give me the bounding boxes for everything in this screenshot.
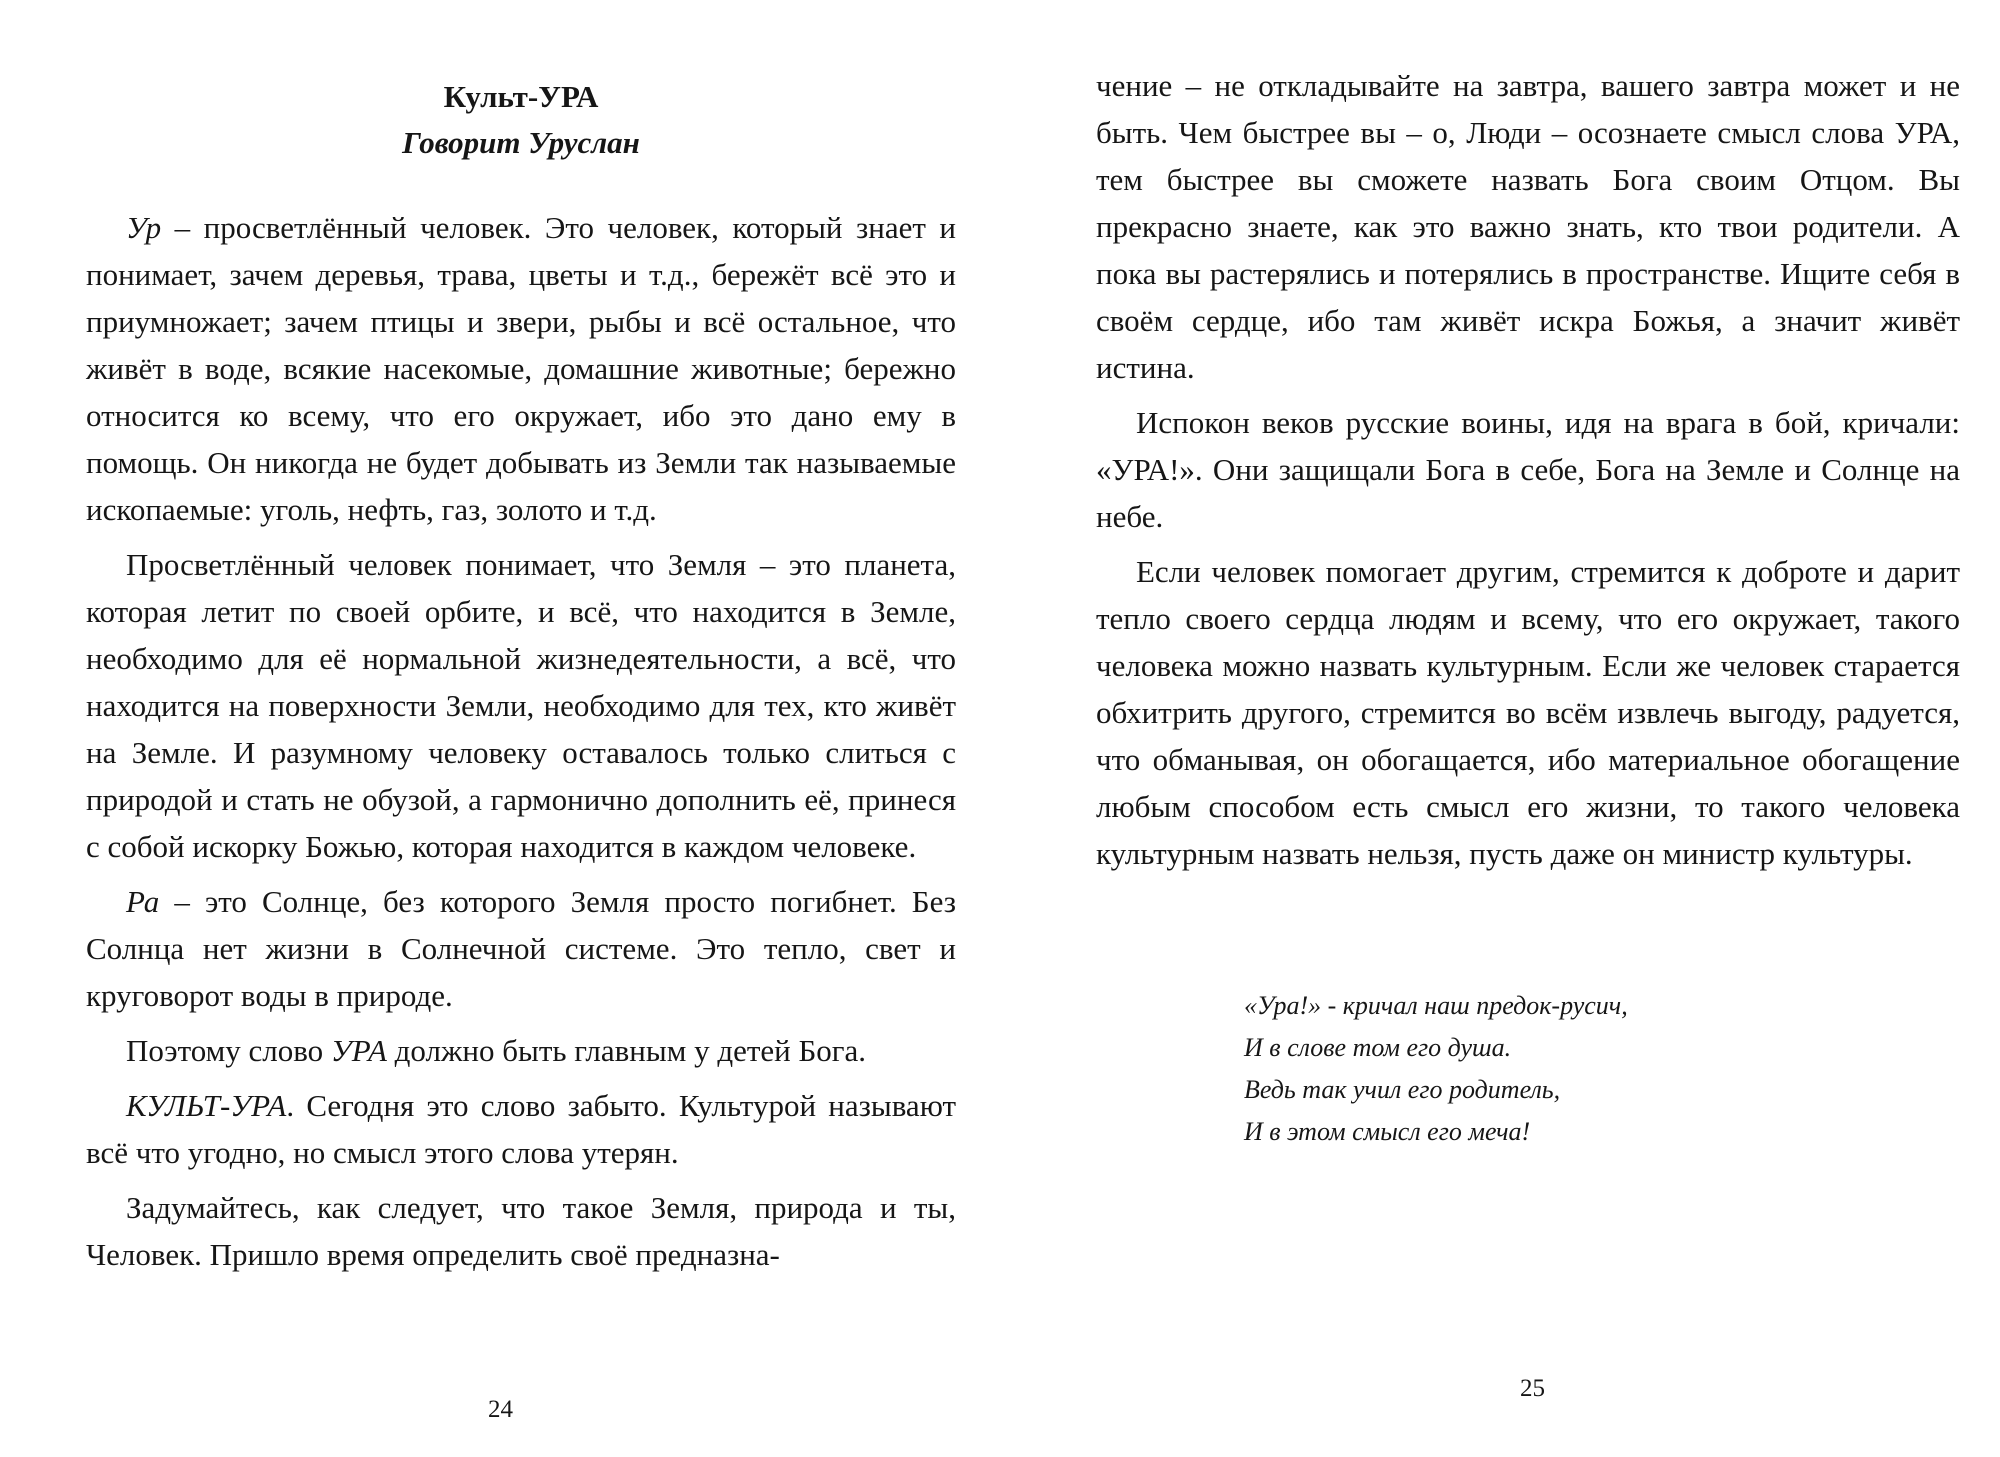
left-page bbox=[86, 0, 956, 1423]
poem-line: «Ура!» - кричал наш предок-русич, bbox=[1244, 991, 1628, 1020]
italic-term: Ур bbox=[126, 210, 162, 245]
left-body-text bbox=[86, 204, 956, 1278]
poem-line: И в слове том его душа. bbox=[1244, 1033, 1512, 1062]
paragraph bbox=[86, 1082, 956, 1176]
paragraph-text: Поэтому слово bbox=[126, 1033, 331, 1068]
poem bbox=[1244, 985, 1960, 1153]
paragraph-text: должно быть главным у детей Бога. bbox=[386, 1033, 867, 1068]
paragraph: Задумайтесь, как следует, что такое Земля, природа и ты, Человек. Пришло время определить своё предназна- bbox=[86, 1190, 956, 1272]
paragraph-text: – это Солнце, без которого Земля просто погибнет. Без Солнца нет жизни в Солнечной системе. Это тепло, свет и круговорот воды в природе. bbox=[86, 884, 956, 1013]
poem-line: Ведь так учил его родитель, bbox=[1244, 1075, 1561, 1104]
paragraph-text: – просветлённый человек. Это человек, который знает и понимает, зачем деревья, трава, цветы и т.д., бережёт всё это и приумножает; зачем птицы и звери, рыбы и всё остальное, что живёт в воде, всякие насекомые, домашние животные; бережно относится ко всему, что его окружает, ибо это дано ему в помощь. Он никогда не будет добывать из Земли так называемые ископаемые: уголь, нефть, газ, золото и т.д. bbox=[86, 210, 956, 527]
paragraph-text: . Сегодня это слово забыто. Культурой называют всё что угодно, но смысл этого слова утерян. bbox=[86, 1088, 956, 1170]
paragraph: Испокон веков русские воины, идя на врага в бой, кричали: «УРА!». Они защищали Бога в себе, Бога на Земле и Солнце на небе. bbox=[1096, 405, 1960, 534]
page-number: 25 bbox=[1520, 1375, 1545, 1402]
paragraph bbox=[86, 1027, 956, 1074]
italic-term: КУЛЬТ-УРА bbox=[126, 1088, 287, 1123]
poem-line: И в этом смысл его меча! bbox=[1244, 1117, 1531, 1146]
chapter-title: Культ-УРА bbox=[443, 79, 599, 114]
italic-term: Ра bbox=[126, 884, 160, 919]
right-body-text bbox=[1096, 62, 1960, 877]
chapter-subtitle: Говорит Уруслан bbox=[402, 125, 640, 160]
paragraph bbox=[86, 878, 956, 1019]
paragraph: чение – не откладывайте на завтра, вашего завтра может и не быть. Чем быстрее вы – о, Люди – осознаете смысл слова УРА, тем быстрее вы сможете назвать Бога своим Отцом. Вы прекрасно знаете, как это важно знать, кто твои родители. А пока вы растерялись и потерялись в пространстве. Ищите себя в своём сердце, ибо там живёт искра Божья, а значит живёт истина. bbox=[1096, 68, 1960, 385]
chapter-heading bbox=[86, 74, 956, 166]
paragraph: Просветлённый человек понимает, что Земля – это планета, которая летит по своей орбите, и всё, что находится в Земле, необходимо для её нормальной жизнедеятельности, а всё, что находится на поверхности Земли, необходимо для тех, кто живёт на Земле. И разумному человеку оставалось только слиться с природой и стать не обузой, а гармонично дополнить её, принеся с собой искорку Божью, которая находится в каждом человеке. bbox=[86, 547, 956, 864]
right-page bbox=[1096, 0, 1960, 1402]
italic-term: УРА bbox=[330, 1033, 387, 1068]
page-number: 24 bbox=[488, 1396, 513, 1423]
paragraph: Если человек помогает другим, стремится к доброте и дарит тепло своего сердца людям и всему, что его окружает, такого человека можно назвать культурным. Если же человек старается обхитрить другого, стремится во всём извлечь выгоду, радуется, что обманывая, он обогащается, ибо материальное обогащение любым способом есть смысл его жизни, то такого человека культурным назвать нельзя, пусть даже он министр культуры. bbox=[1096, 554, 1960, 871]
paragraph bbox=[86, 204, 956, 533]
